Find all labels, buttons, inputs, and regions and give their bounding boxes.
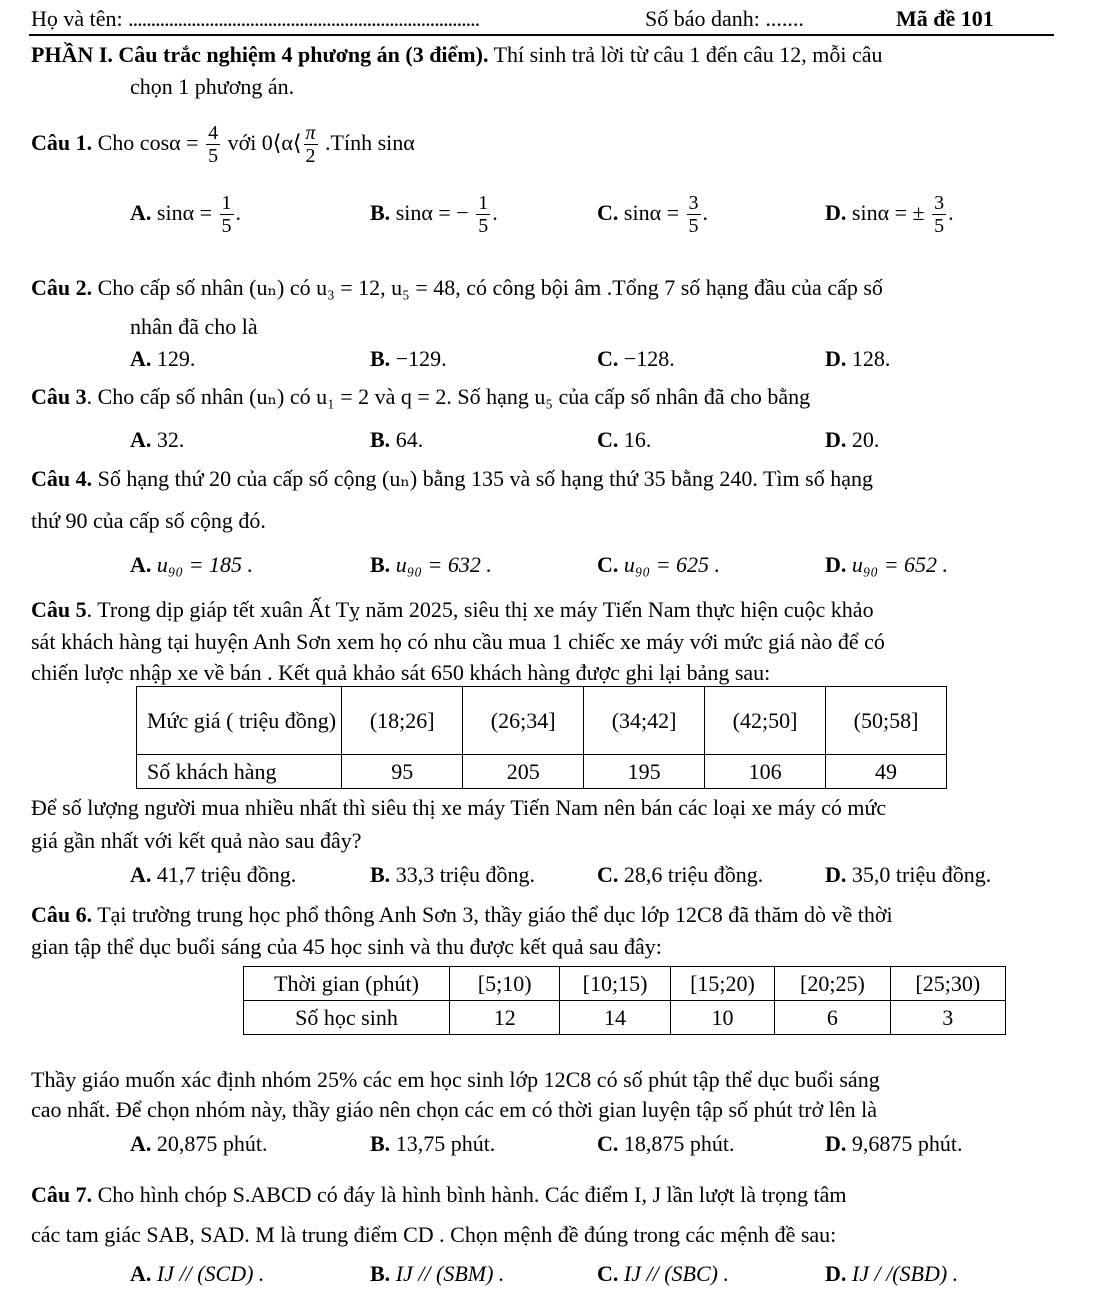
option-letter: B. xyxy=(370,200,391,225)
q1-option-a[interactable] xyxy=(130,188,241,238)
frac-den: 5 xyxy=(934,215,945,238)
option-text: 129. xyxy=(151,346,196,371)
option-letter: A. xyxy=(130,552,152,577)
table-cell: 195 xyxy=(584,755,705,789)
option-text: −128. xyxy=(618,346,675,371)
q1-text-pre: Cho cosα = xyxy=(92,130,205,155)
question-6 xyxy=(31,902,893,928)
option-text: 41,7 triệu đồng. xyxy=(151,862,297,887)
q4-label: Câu 4. xyxy=(31,466,93,491)
name-line xyxy=(31,6,479,32)
table-cell: (34;42] xyxy=(584,687,705,755)
table-cell: [10;15) xyxy=(560,967,670,1001)
option-letter: B. xyxy=(370,1131,391,1156)
q7-text-2: các tam giác SAB, SAD. M là trung điểm CD . Chọn mệnh đề đúng trong các mệnh đề sau: xyxy=(31,1222,837,1247)
table-header-cell: Mức giá ( triệu đồng) xyxy=(137,687,342,755)
q3-option-b[interactable] xyxy=(370,427,423,453)
option-letter: C. xyxy=(597,862,619,887)
option-text: u₉₀ = 632 . xyxy=(390,552,492,577)
option-letter: A. xyxy=(130,427,152,452)
table-cell: (50;58] xyxy=(826,687,947,755)
table-cell: [5;10) xyxy=(450,967,560,1001)
table-cell: 10 xyxy=(670,1001,775,1035)
q3-option-d[interactable] xyxy=(825,427,879,453)
table-row xyxy=(244,1001,1006,1035)
q5-text-4: Để số lượng người mua nhiều nhất thì siêu thị xe máy Tiến Nam nên bán các loại xe máy có mức xyxy=(31,795,887,820)
table-row xyxy=(137,755,947,789)
q7-option-d[interactable] xyxy=(825,1261,958,1287)
frac-den: 5 xyxy=(478,215,489,238)
question-5 xyxy=(31,597,874,623)
q5-text: . Trong dịp giáp tết xuân Ất Tỵ năm 2025, siêu thị xe máy Tiến Nam thực hiện cuộc khảo xyxy=(86,597,874,622)
option-text: 16. xyxy=(618,427,652,452)
q4-option-c[interactable] xyxy=(597,552,720,578)
section-instruction: Thí sinh trả lời từ câu 1 đến câu 12, mỗi câu xyxy=(488,42,883,67)
option-text: 33,3 triệu đồng. xyxy=(390,862,536,887)
option-letter: A. xyxy=(130,200,152,225)
option-letter: D. xyxy=(825,427,847,452)
table-cell: 3 xyxy=(890,1001,1005,1035)
option-letter: D. xyxy=(825,1261,847,1286)
option-text: IJ // (SBC) . xyxy=(618,1261,729,1286)
q6-text-3: Thầy giáo muốn xác định nhóm 25% các em học sinh lớp 12C8 có số phút tập thể dục buổi sáng xyxy=(31,1067,880,1092)
q6-text-2: gian tập thể dục buổi sáng của 45 học sinh và thu được kết quả sau đây: xyxy=(31,934,662,959)
q2-option-c[interactable] xyxy=(597,346,675,372)
option-letter: D. xyxy=(825,552,847,577)
q7-option-a[interactable] xyxy=(130,1261,264,1287)
option-letter: C. xyxy=(597,1131,619,1156)
option-text: 18,875 phút. xyxy=(618,1131,735,1156)
option-text: sinα = ± xyxy=(846,200,931,225)
q7-label: Câu 7. xyxy=(31,1182,93,1207)
option-text: u₉₀ = 625 . xyxy=(618,552,721,577)
option-letter: B. xyxy=(370,346,391,371)
frac-den: 5 xyxy=(221,215,232,238)
q4-option-d[interactable] xyxy=(825,552,948,578)
option-post: . xyxy=(702,200,708,225)
option-text: IJ / /(SBD) . xyxy=(846,1261,959,1286)
q2-text: Cho cấp số nhân (uₙ) có u₃ = 12, u₅ = 48, có công bội âm .Tổng 7 số hạng đầu của cấp số xyxy=(92,275,883,300)
section-heading xyxy=(31,42,882,68)
option-text: 20. xyxy=(846,427,880,452)
question-4 xyxy=(31,466,873,492)
option-letter: C. xyxy=(597,1261,619,1286)
q3-option-a[interactable] xyxy=(130,427,184,453)
option-letter: C. xyxy=(597,346,619,371)
option-letter: A. xyxy=(130,346,152,371)
q5-label: Câu 5 xyxy=(31,597,87,622)
option-text: 20,875 phút. xyxy=(151,1131,268,1156)
sbd-label: Số báo danh: ....... xyxy=(645,6,804,31)
q4-text: Số hạng thứ 20 của cấp số cộng (uₙ) bằng 135 và số hạng thứ 35 bằng 240. Tìm số hạng xyxy=(92,466,873,491)
q6-text: Tại trường trung học phổ thông Anh Sơn 3, thầy giáo thể dục lớp 12C8 đã thăm dò về thời xyxy=(92,902,893,927)
q1-option-d[interactable] xyxy=(825,188,954,238)
table-cell: [20;25) xyxy=(775,967,890,1001)
q6-text-4: cao nhất. Để chọn nhóm này, thầy giáo nên chọn các em có thời gian luyện tập số phút trở lên là xyxy=(31,1097,877,1122)
question-1 xyxy=(31,118,415,168)
table-cell: (18;26] xyxy=(342,687,463,755)
option-fraction xyxy=(687,192,701,237)
q2-text-2: nhân đã cho là xyxy=(130,314,258,339)
option-fraction xyxy=(220,192,234,237)
table-cell: 6 xyxy=(775,1001,890,1035)
table-cell: 14 xyxy=(560,1001,670,1035)
question-2 xyxy=(31,275,883,301)
q3-label: Câu 3 xyxy=(31,384,87,409)
frac-num: 3 xyxy=(688,192,699,215)
q1-pi-num: π xyxy=(305,122,316,145)
option-post: . xyxy=(492,200,498,225)
question-7 xyxy=(31,1182,846,1208)
q1-option-b[interactable] xyxy=(370,188,498,238)
q1-text-mid: với 0⟨α⟨ xyxy=(222,130,302,155)
table-cell: 49 xyxy=(826,755,947,789)
q4-text-2: thứ 90 của cấp số cộng đó. xyxy=(31,508,266,533)
option-letter: A. xyxy=(130,862,152,887)
q3-text: . Cho cấp số nhân (uₙ) có u₁ = 2 và q = 2. Số hạng u₅ của cấp số nhân đã cho bằng xyxy=(86,384,811,409)
q1-frac-num: 4 xyxy=(208,122,219,145)
table-row xyxy=(137,687,947,755)
frac-num: 1 xyxy=(478,192,489,215)
option-text: sinα = xyxy=(151,200,218,225)
option-letter: D. xyxy=(825,862,847,887)
q1-text-post: .Tính sinα xyxy=(319,130,415,155)
section-instruction-2: chọn 1 phương án. xyxy=(130,74,295,99)
q3-option-c[interactable] xyxy=(597,427,651,453)
option-post: . xyxy=(235,200,241,225)
q1-pi-fraction xyxy=(304,122,318,167)
option-letter: D. xyxy=(825,200,847,225)
q6-label: Câu 6. xyxy=(31,902,93,927)
option-letter: C. xyxy=(597,200,619,225)
option-text: 35,0 triệu đồng. xyxy=(846,862,992,887)
q1-option-c[interactable] xyxy=(597,188,708,238)
name-dots: .............................................................................. xyxy=(128,6,480,31)
q5-option-a[interactable] xyxy=(130,862,296,888)
option-letter: A. xyxy=(130,1261,152,1286)
option-letter: C. xyxy=(597,552,619,577)
option-text: u₉₀ = 185 . xyxy=(151,552,254,577)
table-row xyxy=(244,967,1006,1001)
question-3 xyxy=(31,384,810,410)
q6-option-a[interactable] xyxy=(130,1131,268,1157)
q2-label: Câu 2. xyxy=(31,275,93,300)
option-text: 9,6875 phút. xyxy=(846,1131,963,1156)
option-text: IJ // (SCD) . xyxy=(151,1261,265,1286)
option-letter: B. xyxy=(370,1261,391,1286)
option-post: . xyxy=(948,200,954,225)
frac-num: 3 xyxy=(934,192,945,215)
option-fraction xyxy=(476,192,490,237)
option-letter: D. xyxy=(825,346,847,371)
option-letter: B. xyxy=(370,427,391,452)
table-cell: 12 xyxy=(450,1001,560,1035)
table-cell: 205 xyxy=(463,755,584,789)
table-cell: 106 xyxy=(705,755,826,789)
q6-option-d[interactable] xyxy=(825,1131,963,1157)
q1-frac-den: 5 xyxy=(208,145,219,168)
option-text: 28,6 triệu đồng. xyxy=(618,862,764,887)
q7-option-c[interactable] xyxy=(597,1261,729,1287)
q2-option-d[interactable] xyxy=(825,346,890,372)
table-cell: [15;20) xyxy=(670,967,775,1001)
q2-option-b[interactable] xyxy=(370,346,447,372)
header-divider xyxy=(29,34,1054,36)
option-letter: D. xyxy=(825,1131,847,1156)
q6-table xyxy=(243,966,1006,1035)
q5-option-d[interactable] xyxy=(825,862,991,888)
table-cell: [25;30) xyxy=(890,967,1005,1001)
option-text: −129. xyxy=(390,346,447,371)
q4-option-b[interactable] xyxy=(370,552,492,578)
table-cell: 95 xyxy=(342,755,463,789)
q2-option-a[interactable] xyxy=(130,346,195,372)
option-letter: C. xyxy=(597,427,619,452)
option-text: sinα = − xyxy=(390,200,475,225)
q4-option-a[interactable] xyxy=(130,552,253,578)
option-fraction xyxy=(932,192,946,237)
q7-option-b[interactable] xyxy=(370,1261,504,1287)
q5-text-2: sát khách hàng tại huyện Anh Sơn xem họ có nhu cầu mua 1 chiếc xe máy với mức giá nào để có xyxy=(31,629,885,654)
q5-table xyxy=(136,686,947,789)
q5-option-b[interactable] xyxy=(370,862,535,888)
q1-pi-den: 2 xyxy=(305,145,316,168)
option-letter: A. xyxy=(130,1131,152,1156)
option-text: 32. xyxy=(151,427,185,452)
option-text: u₉₀ = 652 . xyxy=(846,552,949,577)
table-header-cell: Số học sinh xyxy=(244,1001,450,1035)
option-text: sinα = xyxy=(618,200,685,225)
option-letter: B. xyxy=(370,552,391,577)
table-header-cell: Thời gian (phút) xyxy=(244,967,450,1001)
q5-text-5: giá gần nhất với kết quả nào sau đây? xyxy=(31,828,362,853)
frac-den: 5 xyxy=(688,215,699,238)
q1-label: Câu 1. xyxy=(31,130,93,155)
frac-num: 1 xyxy=(221,192,232,215)
option-letter: B. xyxy=(370,862,391,887)
table-cell: (42;50] xyxy=(705,687,826,755)
q6-option-c[interactable] xyxy=(597,1131,735,1157)
q7-text: Cho hình chóp S.ABCD có đáy là hình bình hành. Các điểm I, J lần lượt là trọng tâm xyxy=(92,1182,847,1207)
name-label: Họ và tên: xyxy=(31,6,129,31)
option-text: 64. xyxy=(390,427,424,452)
option-text: 128. xyxy=(846,346,891,371)
q5-text-3: chiến lược nhập xe về bán . Kết quả khảo sát 650 khách hàng được ghi lại bảng sau: xyxy=(31,660,771,685)
q5-option-c[interactable] xyxy=(597,862,763,888)
table-cell: (26;34] xyxy=(463,687,584,755)
exam-code: Mã đề 101 xyxy=(896,6,994,31)
section-title: PHẦN I. Câu trắc nghiệm 4 phương án (3 điểm). xyxy=(31,42,489,67)
q6-option-b[interactable] xyxy=(370,1131,495,1157)
table-header-cell: Số khách hàng xyxy=(137,755,342,789)
option-text: IJ // (SBM) . xyxy=(390,1261,505,1286)
option-text: 13,75 phút. xyxy=(390,1131,496,1156)
q1-fraction xyxy=(206,122,220,167)
